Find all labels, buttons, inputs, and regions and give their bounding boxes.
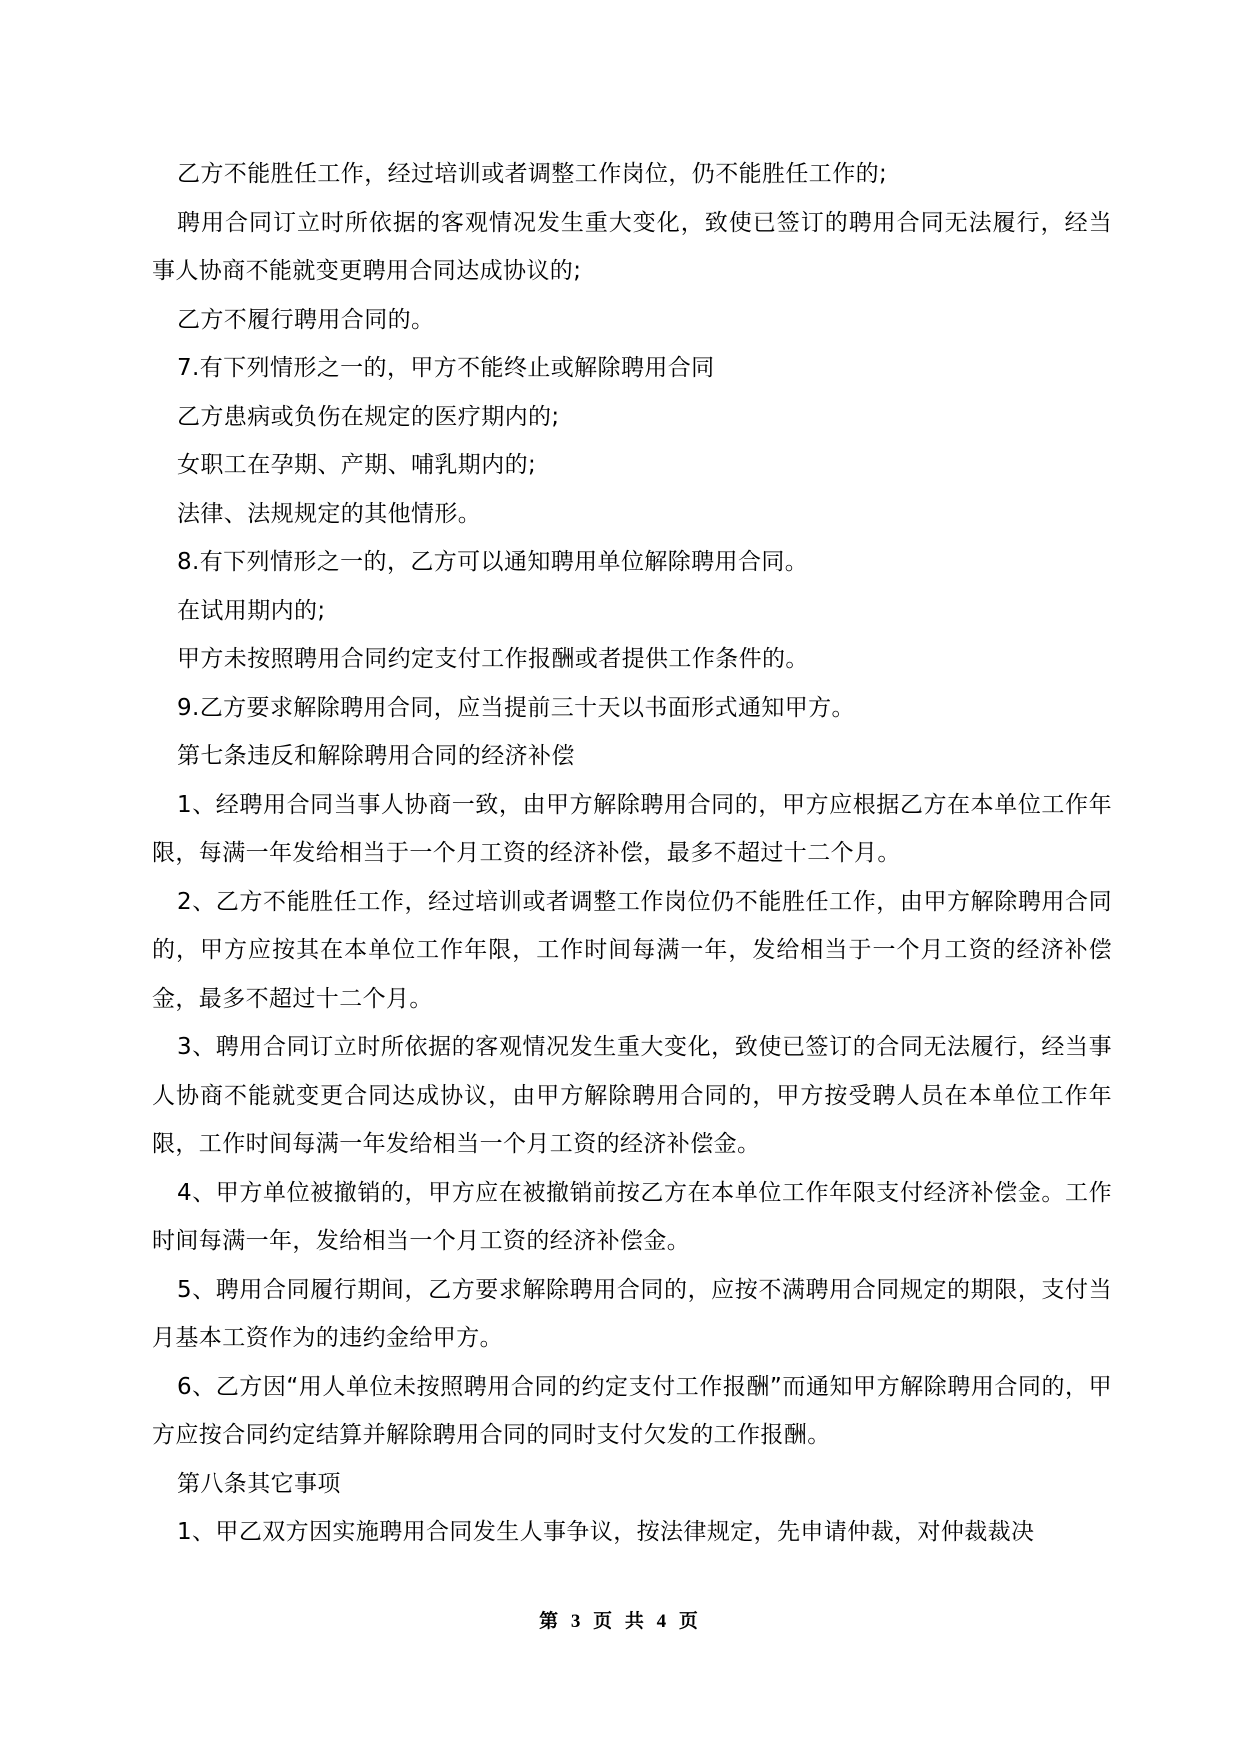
paragraph: 乙方不能胜任工作，经过培训或者调整工作岗位，仍不能胜任工作的; (177, 161, 888, 187)
paragraph: 聘用合同订立时所依据的客观情况发生重大变化，致使已签订的聘用合同无法履行，经当事人协商不能就变更聘用合同达成协议的; (152, 209, 1112, 284)
paragraph: 乙方不履行聘用合同的。 (177, 306, 435, 333)
paragraph: 1、经聘用合同当事人协商一致，由甲方解除聘用合同的，甲方应根据乙方在本单位工作年限，每满一年发给相当于一个月工资的经济补偿，最多不超过十二个月。 (152, 791, 1112, 866)
paragraph: 2、乙方不能胜任工作，经过培训或者调整工作岗位仍不能胜任工作，由甲方解除聘用合同的，甲方应按其在本单位工作年限，工作时间每满一年，发给相当于一个月工资的经济补偿金，最多不超过十二个月。 (152, 888, 1112, 1012)
page-footer (0, 1606, 1241, 1633)
paragraph: 乙方患病或负伤在规定的医疗期内的; (177, 403, 560, 430)
paragraph: 女职工在孕期、产期、哺乳期内的; (177, 452, 537, 478)
document-body (152, 150, 1112, 1557)
paragraph: 5、聘用合同履行期间，乙方要求解除聘用合同的，应按不满聘用合同规定的期限，支付当月基本工资作为的违约金给甲方。 (152, 1276, 1112, 1351)
paragraph: 在试用期内的; (177, 597, 326, 624)
section-heading: 第八条其它事项 (177, 1470, 341, 1497)
paragraph: 8.有下列情形之一的，乙方可以通知聘用单位解除聘用合同。 (177, 549, 809, 575)
paragraph: 甲方未按照聘用合同约定支付工作报酬或者提供工作条件的。 (177, 646, 809, 672)
paragraph: 3、聘用合同订立时所依据的客观情况发生重大变化，致使已签订的合同无法履行，经当事人协商不能就变更合同达成协议，由甲方解除聘用合同的，甲方按受聘人员在本单位工作年限，工作时间每满一年发给相当一个月工资的经济补偿金。 (152, 1034, 1112, 1157)
paragraph: 6、乙方因“用人单位未按照聘用合同的约定支付工作报酬”而通知甲方解除聘用合同的，甲方应按合同约定结算并解除聘用合同的同时支付欠发的工作报酬。 (152, 1373, 1112, 1448)
paragraph: 法律、法规规定的其他情形。 (177, 500, 482, 527)
page-number-label: 第 3 页 共 4 页 (539, 1611, 702, 1632)
paragraph: 4、甲方单位被撤销的，甲方应在被撤销前按乙方在本单位工作年限支付经济补偿金。工作时间每满一年，发给相当一个月工资的经济补偿金。 (152, 1179, 1112, 1254)
paragraph: 1、甲乙双方因实施聘用合同发生人事争议，按法律规定，先申请仲裁，对仲裁裁决 (177, 1519, 1035, 1545)
paragraph: 9.乙方要求解除聘用合同，应当提前三十天以书面形式通知甲方。 (177, 694, 855, 721)
paragraph: 7.有下列情形之一的，甲方不能终止或解除聘用合同 (177, 355, 715, 381)
section-heading: 第七条违反和解除聘用合同的经济补偿 (177, 743, 575, 769)
